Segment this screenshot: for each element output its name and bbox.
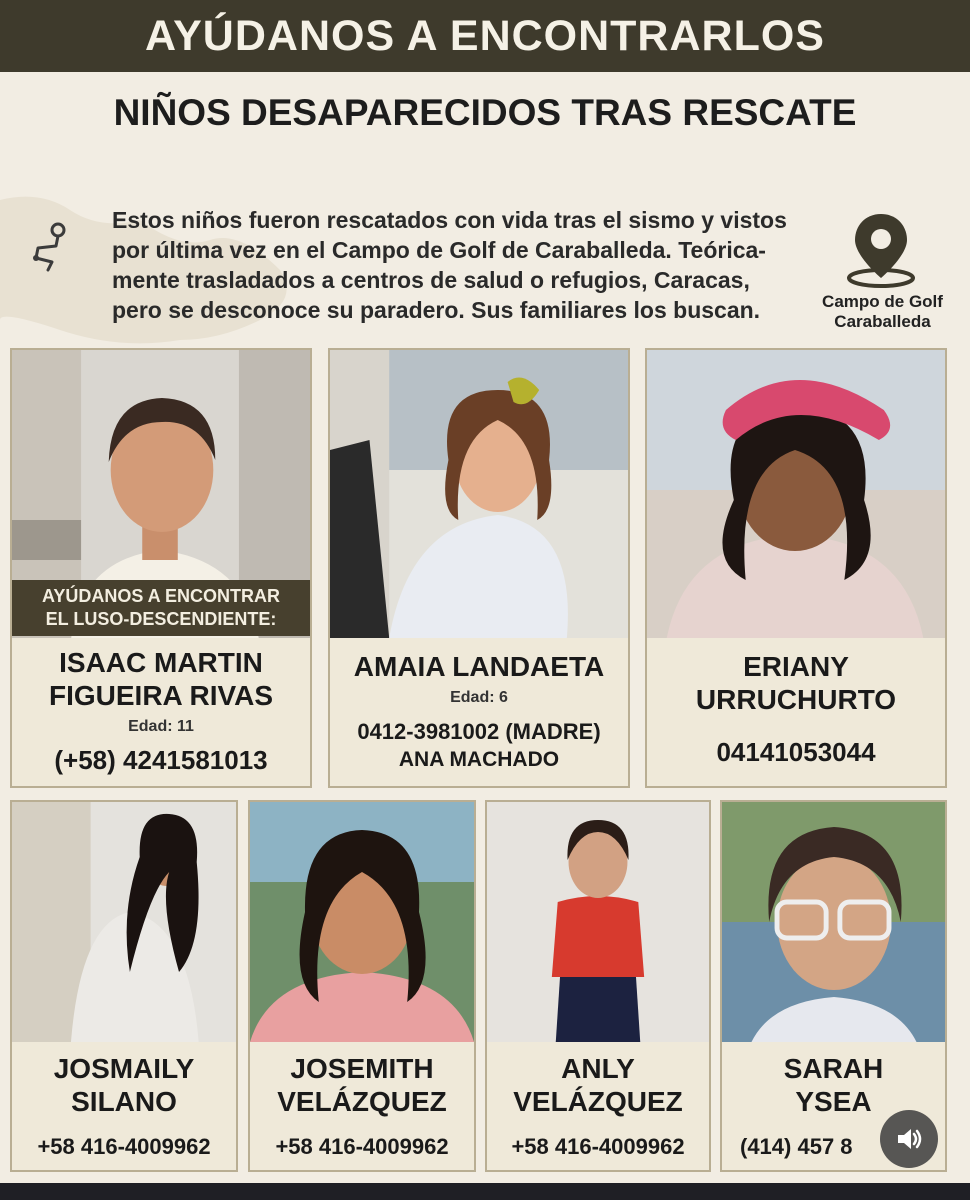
child-photo: [12, 802, 236, 1042]
child-name: JOSMAILY: [53, 1053, 195, 1084]
child-photo: [722, 802, 945, 1042]
child-name: ISAAC MARTIN: [59, 647, 263, 678]
plea-line: EL LUSO-DESCENDIENTE:: [45, 609, 277, 629]
child-card-isaac: [10, 348, 312, 788]
child-card-amaia: [328, 348, 630, 788]
plea-line: AYÚDANOS A ENCONTRAR: [41, 586, 281, 606]
child-name: ANLY: [561, 1053, 635, 1084]
child-name: SARAH: [783, 1053, 884, 1084]
child-age: Edad: 6: [450, 689, 508, 706]
intro-line: pero se desconoce su paradero. Sus familiares los buscan.: [112, 297, 761, 323]
child-phone: +58 416-4009962: [275, 1134, 449, 1159]
child-name: ERIANY: [743, 651, 849, 682]
intro-text: [112, 205, 812, 325]
banner: [0, 0, 970, 72]
child-photo: [487, 802, 709, 1042]
child-card-josmaily: [10, 800, 238, 1172]
child-name: YSEA: [795, 1086, 872, 1117]
child-age: Edad: 11: [128, 718, 194, 735]
intro-line: Estos niños fueron rescatados con vida tras el sismo y vistos: [112, 207, 787, 233]
child-card-eriany: [645, 348, 947, 788]
location-pin-icon: [845, 210, 917, 290]
child-name: VELÁZQUEZ: [513, 1086, 683, 1117]
child-info: [647, 650, 945, 768]
child-phone: +58 416-4009962: [37, 1134, 211, 1159]
child-name: FIGUEIRA RIVAS: [48, 680, 273, 711]
child-info: [12, 1052, 236, 1162]
child-phone: 04141053044: [716, 737, 876, 767]
child-photo: [647, 350, 945, 638]
location-label-line: Campo de Golf: [822, 292, 943, 311]
child-info: [487, 1052, 709, 1162]
child-info: [250, 1052, 474, 1162]
plea-banner: [12, 580, 310, 636]
child-phone: (+58) 4241581013: [54, 745, 268, 775]
child-card-josemith: [248, 800, 476, 1172]
child-name: AMAIA LANDAETA: [353, 651, 605, 682]
location-label: [805, 292, 960, 332]
child-name: VELÁZQUEZ: [277, 1086, 447, 1117]
child-card-anly: [485, 800, 711, 1172]
child-photo: [250, 802, 474, 1042]
subtitle: NIÑOS DESAPARECIDOS TRAS RESCATE: [113, 92, 857, 133]
child-name: SILANO: [71, 1086, 177, 1117]
child-name: JOSEMITH: [290, 1053, 434, 1084]
contact-name: ANA MACHADO: [398, 748, 560, 771]
intro-line: por última vez en el Campo de Golf de Caraballeda. Teórica-: [112, 237, 766, 263]
child-phone: 0412-3981002 (MADRE): [357, 719, 601, 744]
intro-line: mente trasladados a centros de salud o refugios, Caracas,: [112, 267, 750, 293]
banner-title: AYÚDANOS A ENCONTRARLOS: [145, 11, 825, 60]
child-phone: (414) 457 8: [740, 1134, 853, 1159]
route-icon: [28, 222, 72, 272]
location-label-line: Caraballeda: [834, 312, 931, 331]
footer-bar: [0, 1183, 970, 1200]
child-info: [12, 646, 310, 776]
child-phone: +58 416-4009962: [511, 1134, 685, 1159]
sound-toggle-button[interactable]: [880, 1110, 938, 1168]
child-photo: [330, 350, 628, 638]
speaker-icon: [894, 1124, 924, 1154]
child-info: [330, 650, 628, 773]
child-name: URRUCHURTO: [695, 684, 897, 715]
